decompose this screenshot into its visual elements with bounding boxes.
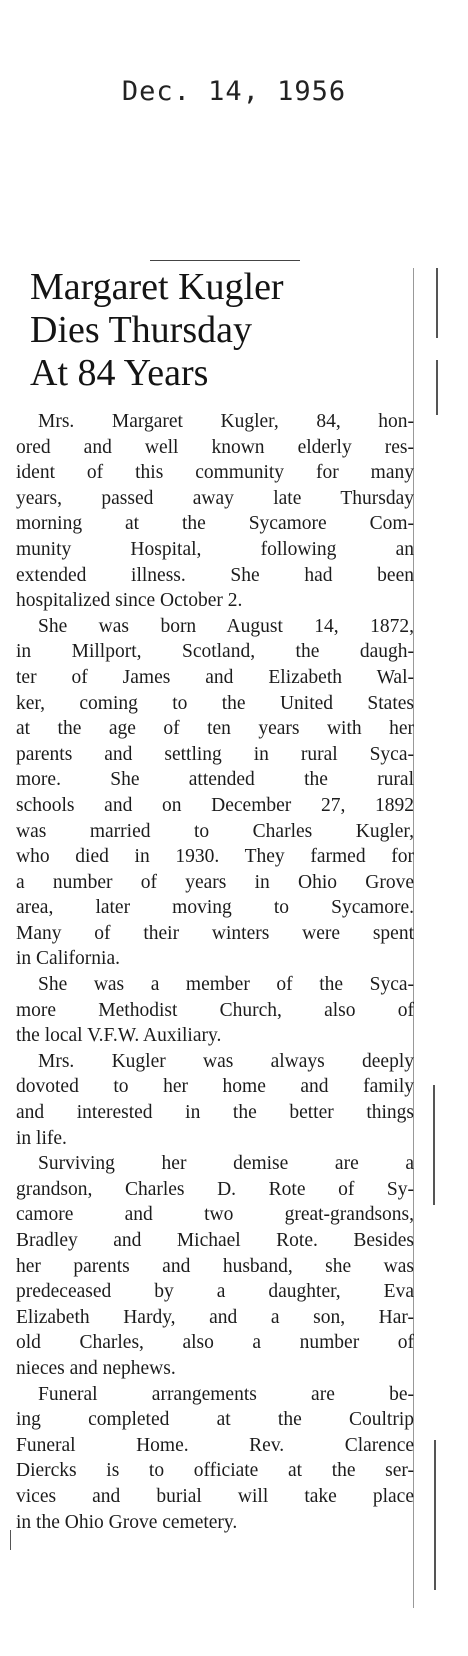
paragraph-line: grandson, Charles D. Rote of Sy- <box>16 1178 414 1200</box>
paragraph <box>16 972 414 1049</box>
paragraph-line: nieces and nephews. <box>16 1357 176 1379</box>
paragraph-line: old Charles, also a number of <box>16 1332 414 1354</box>
headline <box>30 266 414 395</box>
paragraph-line: in life. <box>16 1127 67 1149</box>
paragraph <box>16 1382 414 1536</box>
paragraph-line: who died in 1930. They farmed for <box>16 846 414 868</box>
paragraph-line: ter of James and Elizabeth Wal- <box>16 666 414 688</box>
paragraph-line: ker, coming to the United States <box>16 692 414 714</box>
paragraph-line: munity Hospital, following an <box>16 538 414 560</box>
paragraph-line: hospitalized since October 2. <box>16 590 243 612</box>
paragraph-line: camore and two great-grandsons, <box>16 1204 414 1226</box>
paragraph-line: was married to Charles Kugler, <box>16 820 414 842</box>
obituary-article <box>16 266 414 1535</box>
paragraph-line: Mrs. Margaret Kugler, 84, hon- <box>38 411 414 432</box>
paragraph-line: She was born August 14, 1872, <box>38 615 414 637</box>
column-edge-mark <box>434 1440 436 1590</box>
headline-line: At 84 Years <box>30 352 209 394</box>
paragraph-line: Many of their winters were spent <box>16 922 414 944</box>
paragraph-line: schools and on December 27, 1892 <box>16 794 414 816</box>
column-edge-mark <box>433 1085 435 1205</box>
paragraph-line: Mrs. Kugler was always deeply <box>38 1050 414 1072</box>
clipping-date: Dec. 14, 1956 <box>121 76 347 107</box>
paragraph-line: area, later moving to Sycamore. <box>16 897 414 919</box>
paragraph <box>16 409 414 614</box>
paragraph-line: in the Ohio Grove cemetery. <box>16 1511 238 1533</box>
paragraph <box>16 1049 414 1151</box>
paragraph-line: Surviving her demise are a <box>38 1153 414 1175</box>
paragraph <box>16 614 414 972</box>
paragraph-line: parents and settling in rural Syca- <box>16 743 414 765</box>
paragraph-line: the local V.F.W. Auxiliary. <box>16 1025 222 1047</box>
paragraph <box>16 1151 414 1381</box>
paragraph-line: a number of years in Ohio Grove <box>16 871 414 893</box>
paragraph-line: ing completed at the Coultrip <box>16 1409 414 1431</box>
paragraph-line: morning at the Sycamore Com- <box>16 513 414 535</box>
headline-line: Margaret Kugler <box>30 266 284 308</box>
paragraph-line: vices and burial will take place <box>16 1485 414 1507</box>
paragraph-line: her parents and husband, she was <box>16 1255 414 1277</box>
article-body <box>16 409 414 1535</box>
paragraph-line: Funeral Home. Rev. Clarence <box>16 1434 414 1456</box>
paragraph-line: in California. <box>16 948 120 970</box>
column-edge-mark <box>436 268 438 338</box>
headline-rule <box>150 260 300 261</box>
paragraph-line: at the age of ten years with her <box>16 718 414 740</box>
paragraph-line: extended illness. She had been <box>16 564 414 586</box>
paragraph-line: ident of this community for many <box>16 462 414 484</box>
paragraph-line: more. She attended the rural <box>16 769 414 791</box>
paragraph-line: in Millport, Scotland, the daugh- <box>16 641 414 663</box>
paragraph-line: Diercks is to officiate at the ser- <box>16 1460 414 1482</box>
paragraph-line: more Methodist Church, also of <box>16 999 414 1021</box>
paragraph-line: She was a member of the Syca- <box>38 974 414 996</box>
paragraph-line: dovoted to her home and family <box>16 1076 414 1098</box>
paragraph-line: predeceased by a daughter, Eva <box>16 1281 414 1303</box>
paragraph-line: Funeral arrangements are be- <box>38 1383 414 1405</box>
paragraph-line: years, passed away late Thursday <box>16 487 414 509</box>
column-edge-mark <box>10 1530 11 1550</box>
paragraph-line: ored and well known elderly res- <box>16 436 414 458</box>
column-edge-mark <box>436 360 438 415</box>
headline-line: Dies Thursday <box>30 309 252 351</box>
paragraph-line: Elizabeth Hardy, and a son, Har- <box>16 1306 414 1328</box>
paragraph-line: Bradley and Michael Rote. Besides <box>16 1230 414 1251</box>
paragraph-line: and interested in the better things <box>16 1102 414 1124</box>
